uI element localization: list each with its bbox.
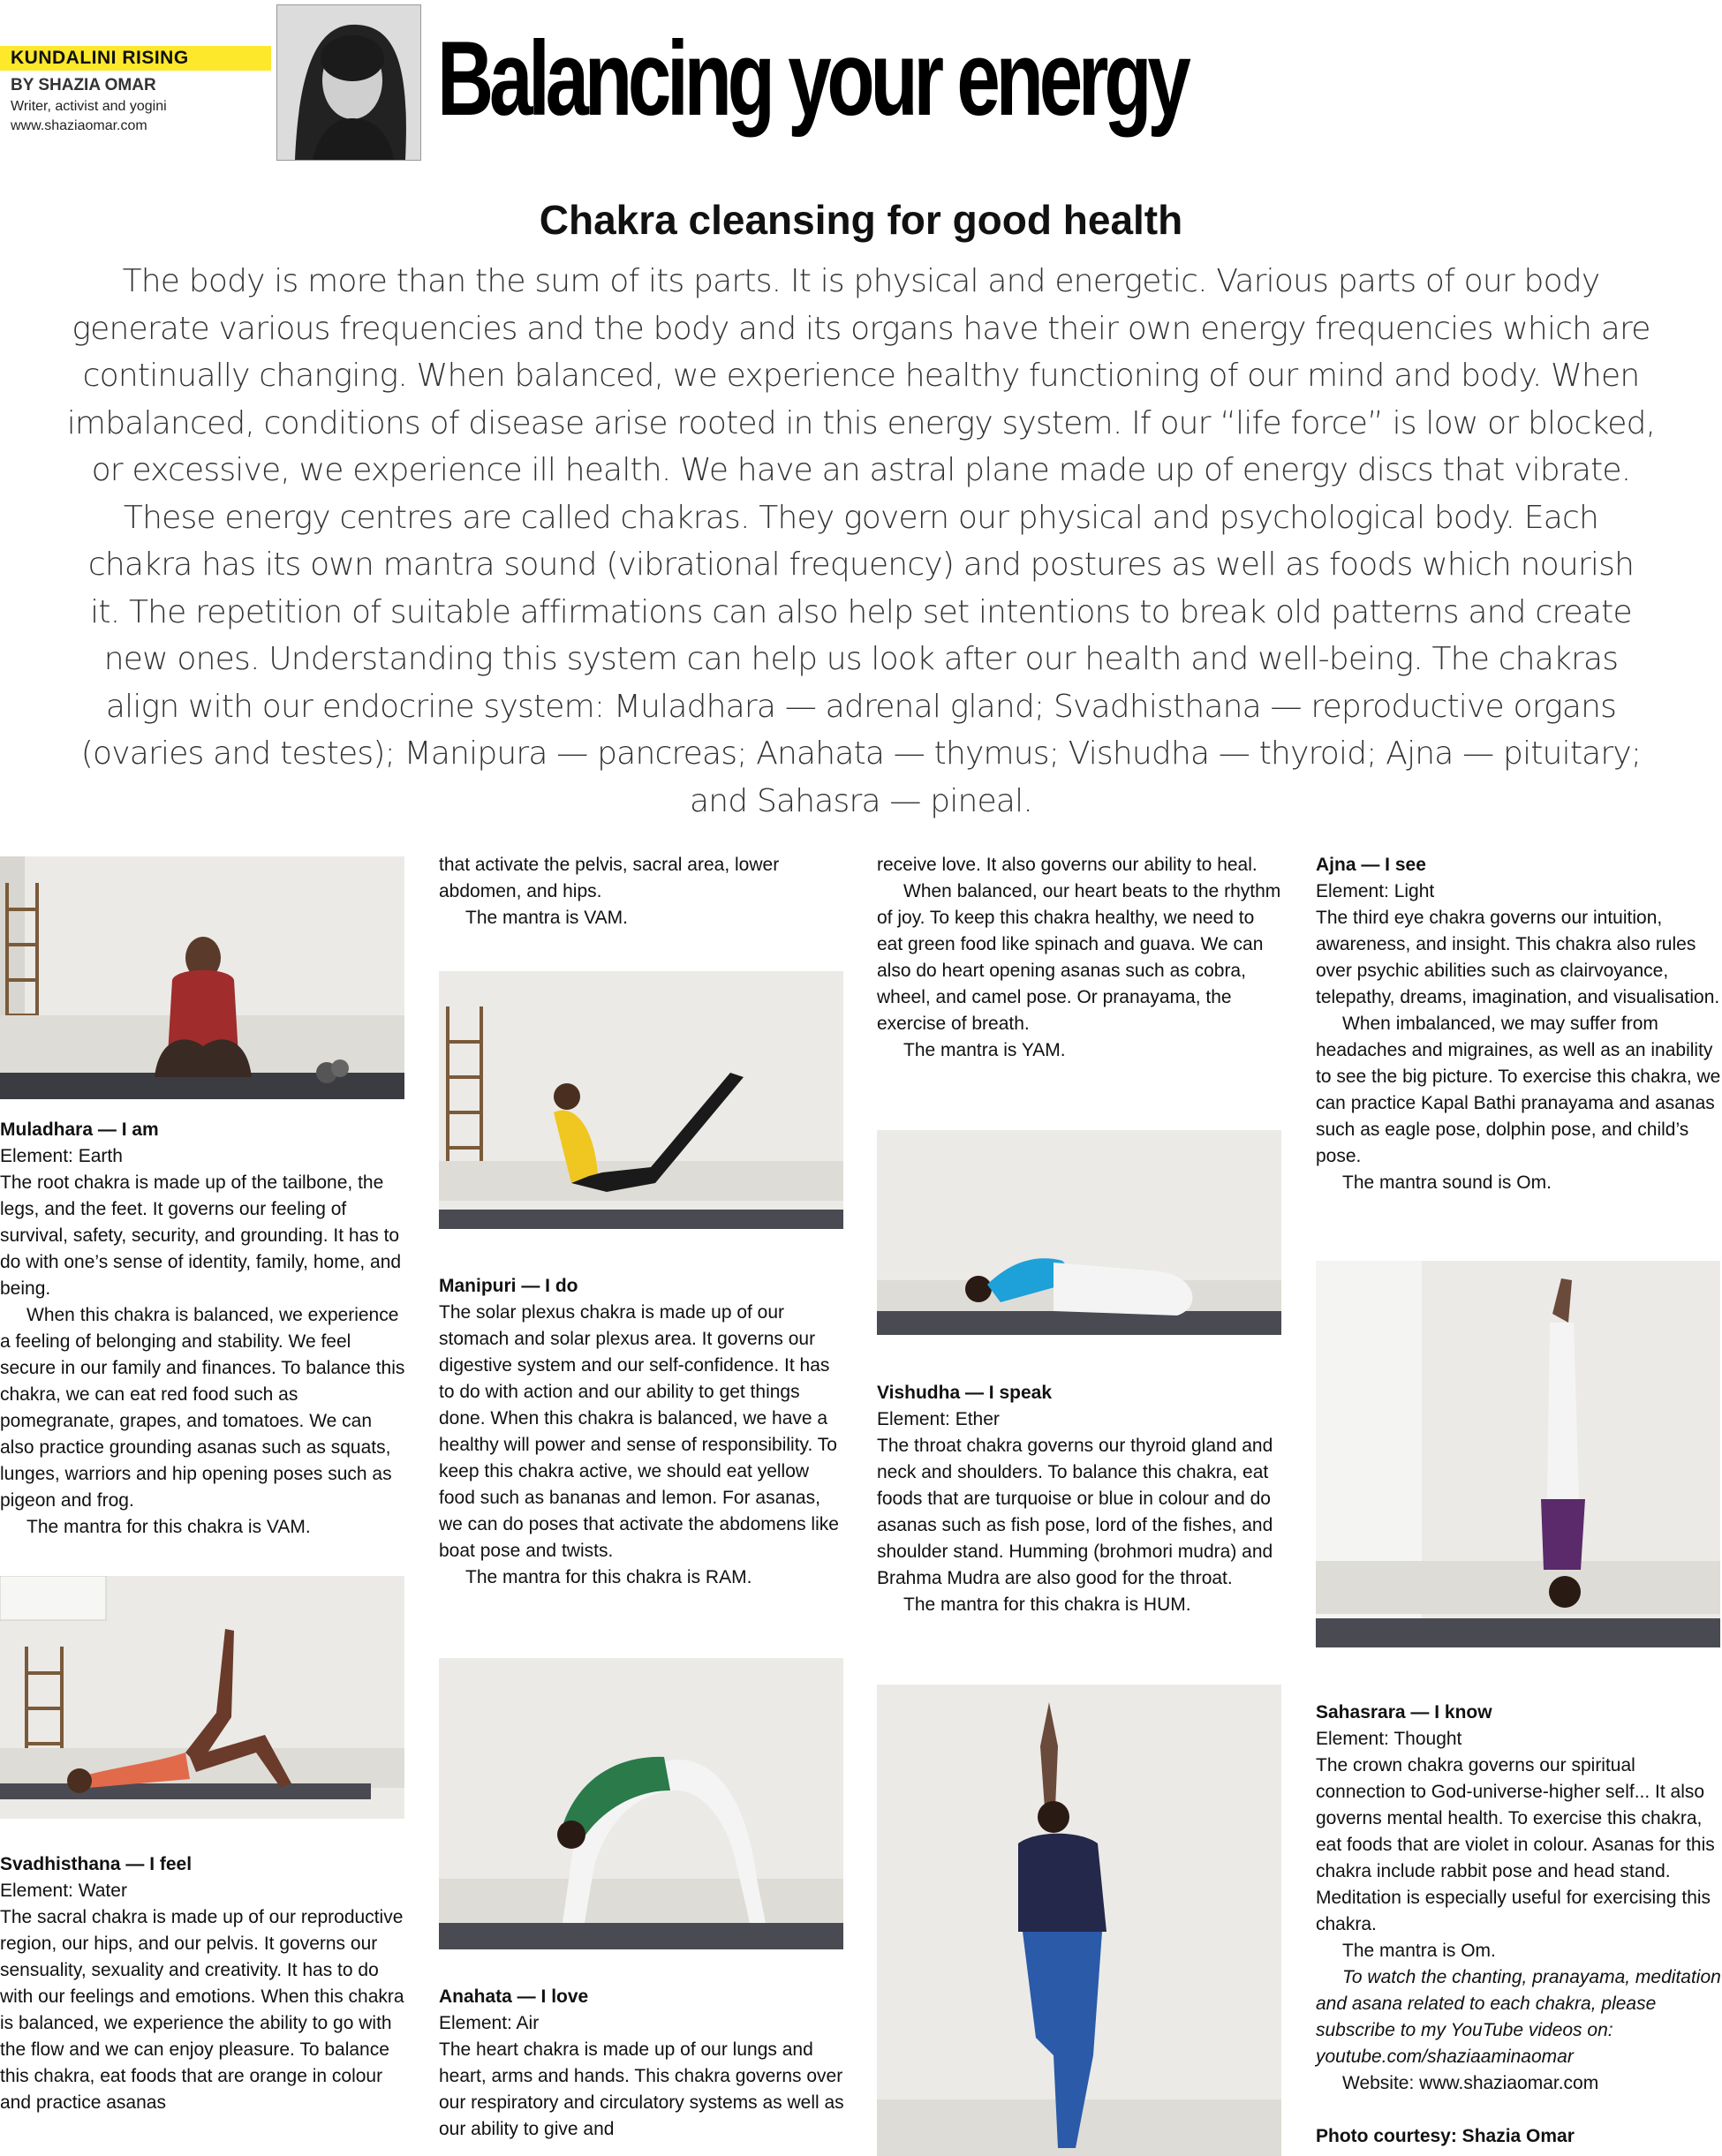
svadhisthana-continued — [439, 852, 845, 931]
svadhisthana-mantra: The mantra is VAM. — [465, 908, 628, 928]
anahata-paragraph-2: When balanced, our heart beats to the rhythm of joy. To keep this chakra healthy, we need to eat green food like spinach and guava. We can also do heart opening asanas such as cobra, wheel, and camel pose. Or pranayama, the exercise of breath. — [877, 881, 1281, 1034]
intro-line: or excessive, we experience ill health. We have an astral plane made up of energy discs that vibrate. — [91, 452, 1631, 488]
ajna-mantra: The mantra sound is Om. — [1342, 1172, 1552, 1193]
vishudha-paragraph-1: The throat chakra governs our thyroid gland and neck and shoulders. To balance this chakra, eat foods that are turquoise or blue in colour and do asanas such as fish pose, lord of the fishes, and shoulder stand. Humming (brohmori mudra) and Brahma Mudra are also good for the throat. — [877, 1436, 1273, 1588]
vishudha-element: Element: Ether — [877, 1409, 1000, 1429]
sahasrara-headstand-photo — [1316, 1261, 1720, 1647]
photo-credit: Photo courtesy: Shazia Omar — [1316, 2126, 1575, 2146]
anahata-mantra: The mantra is YAM. — [903, 1040, 1066, 1060]
svadhisthana-title: Svadhisthana — I feel — [0, 1854, 193, 1874]
sahasrara-mantra: The mantra is Om. — [1342, 1941, 1496, 1961]
intro-line: The body is more than the sum of its parts. It is physical and energetic. Various parts of our body — [122, 263, 1600, 299]
intro-line: These energy centres are called chakras. They govern our physical and psychological body. Each — [123, 499, 1599, 536]
ajna-title: Ajna — I see — [1316, 855, 1426, 875]
author-photo — [276, 4, 421, 161]
byline: BY SHAZIA OMAR — [11, 76, 156, 94]
intro-line: generate various frequencies and the body and its organs have their own energy frequencies which are — [72, 310, 1650, 347]
sahasrara-section — [1316, 1700, 1722, 2150]
muladhara-photo — [0, 856, 404, 1099]
sahasrara-element: Element: Thought — [1316, 1729, 1462, 1749]
vishudha-mantra: The mantra for this chakra is HUM. — [903, 1594, 1191, 1615]
subheadline: Chakra cleansing for good health — [539, 197, 1183, 243]
anahata-element: Element: Air — [439, 2013, 540, 2033]
intro-line: chakra has its own mantra sound (vibrational frequency) and postures as well as foods which nourish — [87, 547, 1635, 583]
muladhara-section — [0, 1117, 406, 1541]
svadhisthana-section — [0, 1851, 406, 2116]
section-tag: KUNDALINI RISING — [0, 46, 271, 71]
muladhara-mantra: The mantra for this chakra is VAM. — [26, 1517, 311, 1537]
intro-line: continually changing. When balanced, we experience healthy functioning of our mind and body. When — [82, 358, 1640, 394]
vishudha-photo — [877, 1130, 1281, 1335]
muladhara-element: Element: Earth — [0, 1146, 123, 1166]
ajna-paragraph-2: When imbalanced, we may suffer from headaches and migraines, as well as an inability to see the big picture. To exercise this chakra, we can practice Kapal Bathi pranayama and asanas such as eagle pose, dolphin pose, and child’s pose. — [1316, 1014, 1721, 1166]
ajna-eagle-pose-photo — [877, 1685, 1281, 2156]
anahata-title: Anahata — I love — [439, 1986, 589, 2007]
vishudha-section — [877, 1380, 1283, 1618]
manipuri-paragraph-1: The solar plexus chakra is made up of our stomach and solar plexus area. It governs our digestive system and our self-confidence. It has to do with action and our ability to get things done. When this chakra is balanced, we have a healthy will power and sense of responsibility. To keep this chakra active, we should eat yellow food such as bananas and lemon. For asanas, we can do poses that activate the abdomens like boat pose and twists. — [439, 1302, 839, 1561]
intro-line: it. The repetition of suitable affirmations can also help set intentions to break old patterns and create — [90, 593, 1632, 630]
anahata-photo — [439, 1658, 843, 1949]
ajna-paragraph-1: The third eye chakra governs our intuition, awareness, and insight. This chakra also rules over psychic abilities such as clairvoyance, telepathy, dreams, imagination, and visualisation. — [1316, 908, 1720, 1007]
sahasrara-paragraph-1: The crown chakra governs our spiritual connection to God-universe-higher self... It also governs mental health. To exercise this chakra, eat foods that are violet in colour. Asanas for this chakra include rabbit pose and head stand. Meditation is especially useful for exercising this chakra. — [1316, 1755, 1715, 1934]
svadhisthana-paragraph-2: that activate the pelvis, sacral area, lower abdomen, and hips. — [439, 855, 780, 901]
intro-line: and Sahasra — pineal. — [690, 782, 1032, 819]
anahata-paragraph-1: The heart chakra is made up of our lungs and heart, arms and hands. This chakra governs over our respiratory and circulatory systems as well as our ability to give and — [439, 2039, 844, 2139]
svadhisthana-paragraph-1: The sacral chakra is made up of our reproductive region, our hips, and our pelvis. It governs our sensuality, sexuality and creativity. It has to do with our feelings and emotions. When this chakra is balanced, we experience the ability to go with the flow and we can enjoy pleasure. To balance this chakra, eat foods that are orange in colour and practice asanas — [0, 1907, 404, 2113]
intro-line: new ones. Understanding this system can help us look after our health and well-being. The chakras — [103, 641, 1619, 677]
anahata-section — [439, 1984, 845, 2143]
anahata-continued — [877, 852, 1283, 1064]
headline: Balancing your energy — [437, 19, 1187, 138]
intro-line: align with our endocrine system: Muladhara — adrenal gland; Svadhisthana — reproductive organs — [105, 688, 1617, 725]
author-description: Writer, activist and yogini — [11, 99, 167, 114]
manipuri-title: Manipuri — I do — [439, 1276, 578, 1296]
sahasrara-title: Sahasrara — I know — [1316, 1702, 1492, 1723]
svadhisthana-element: Element: Water — [0, 1881, 127, 1901]
manipuri-photo — [439, 971, 843, 1229]
intro-line: (ovaries and testes); Manipura — pancreas; Anahata — thymus; Vishudha — thyroid; Ajna — pituitary; — [80, 735, 1642, 772]
svadhisthana-photo — [0, 1576, 404, 1819]
ajna-element: Element: Light — [1316, 881, 1435, 901]
muladhara-title: Muladhara — I am — [0, 1119, 159, 1140]
website-note: Website: www.shaziaomar.com — [1342, 2073, 1599, 2093]
muladhara-paragraph-2: When this chakra is balanced, we experience a feeling of belonging and stability. We feel secure in our family and finances. To balance this chakra, we can eat red food such as pomegranate, grapes, and tomatoes. We can also practice grounding asanas such as squats, lunges, warriors and hip opening poses such as pigeon and frog. — [0, 1305, 405, 1511]
author-website: www.shaziaomar.com — [11, 118, 147, 133]
muladhara-paragraph-1: The root chakra is made up of the tailbone, the legs, and the feet. It governs our feeling of survival, safety, security, and grounding. It has to do with one’s sense of identity, family, home, and being. — [0, 1172, 402, 1299]
vishudha-title: Vishudha — I speak — [877, 1383, 1053, 1403]
intro-paragraph — [0, 258, 1722, 825]
anahata-paragraph-1b: receive love. It also governs our ability to heal. — [877, 855, 1258, 875]
ajna-section — [1316, 852, 1722, 1196]
youtube-note: To watch the chanting, pranayama, meditation and asana related to each chakra, please subscribe to my YouTube videos on: youtube.com/shaziaaminaomar — [1316, 1967, 1721, 2067]
manipuri-section — [439, 1273, 845, 1591]
manipuri-mantra: The mantra for this chakra is RAM. — [465, 1567, 752, 1587]
intro-line: imbalanced, conditions of disease arise rooted in this energy system. If our “life force” is low or blocked, — [66, 404, 1656, 441]
